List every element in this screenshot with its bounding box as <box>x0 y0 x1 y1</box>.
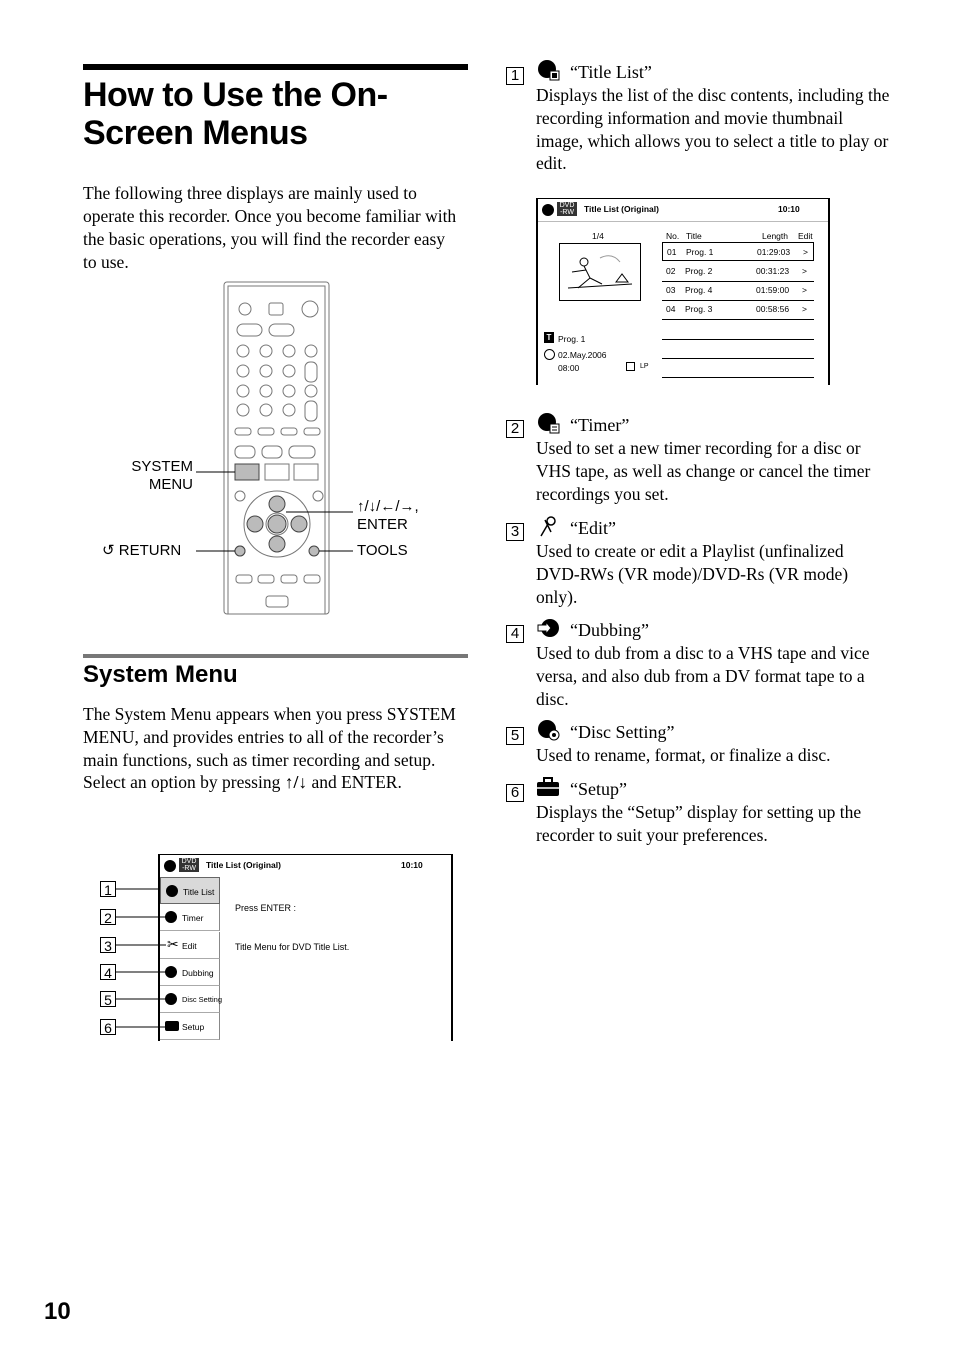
table-row[interactable] <box>662 281 814 301</box>
table-row[interactable] <box>662 300 814 320</box>
menu-label-setup: Setup <box>182 1022 205 1032</box>
desc2-arrows: ↑/↓ <box>284 772 308 793</box>
item-1-description: Displays the list of the disc contents, including the recording information and movie thumbnail image, which allows you to select a title to play or edit. <box>536 85 890 174</box>
press-enter-text: Press ENTER : <box>235 903 297 913</box>
disc-icon <box>542 204 554 216</box>
info-time: 08:00 <box>558 363 580 373</box>
disc-setting-icon <box>165 993 177 1005</box>
system-menu-description <box>83 703 468 794</box>
row-length: 00:58:56 <box>756 304 790 314</box>
desc2-part-b: and ENTER. <box>307 772 402 793</box>
item-1-heading <box>506 59 652 86</box>
item-5-name: “Disc Setting” <box>570 722 675 742</box>
return-label-text: RETURN <box>118 542 182 559</box>
row-title: Prog. 3 <box>685 304 713 314</box>
menu-label-disc-setting: Disc Setting <box>182 995 223 1004</box>
title-list-icon <box>166 885 178 897</box>
desc2-part-a: Select an option by pressing <box>83 772 285 793</box>
arrows-enter-label <box>357 498 419 534</box>
info-title: Prog. 1 <box>558 334 586 344</box>
header-divider <box>538 221 828 222</box>
dubbing-icon <box>165 966 177 978</box>
lock-icon <box>626 362 635 371</box>
empty-row-line <box>662 339 814 340</box>
title-list-icon <box>536 59 560 86</box>
screen-header: Title List (Original) <box>584 204 659 214</box>
title-rule <box>83 64 468 70</box>
item-1-name: “Title List” <box>570 62 652 82</box>
dvd-label: DVD <box>181 858 197 865</box>
remote-control-drawing <box>100 280 460 620</box>
section-rule <box>83 654 468 658</box>
item-3-name: “Edit” <box>570 518 616 538</box>
row-edit-arrow[interactable]: > <box>802 285 807 295</box>
col-no: No. <box>666 231 680 241</box>
page-number: 10 <box>44 1298 71 1325</box>
col-edit: Edit <box>798 231 813 241</box>
row-no: 02 <box>666 266 676 276</box>
row-no: 03 <box>666 285 676 295</box>
item-4-heading <box>506 617 649 644</box>
col-length: Length <box>762 231 788 241</box>
menu-item-edit[interactable] <box>160 932 220 959</box>
item-6-heading <box>506 776 627 803</box>
hint-text: Title Menu for DVD Title List. <box>235 942 350 952</box>
remote-illustration <box>100 280 460 620</box>
enter-label: ENTER <box>357 516 408 533</box>
item-5-description: Used to rename, format, or finalize a disc. <box>536 745 831 765</box>
system-menu-label-line1: SYSTEM <box>131 458 193 475</box>
table-row[interactable] <box>662 262 814 282</box>
item-5-number: 5 <box>506 727 524 745</box>
clock-icon <box>544 349 555 360</box>
row-no: 04 <box>666 304 676 314</box>
callout-3: 3 <box>100 937 116 953</box>
col-title: Title <box>686 231 702 241</box>
empty-row-line <box>662 377 814 378</box>
system-menu-screen <box>158 854 453 1041</box>
row-title: Prog. 1 <box>686 247 714 257</box>
callout-1: 1 <box>100 881 116 897</box>
dubbing-icon <box>536 617 560 644</box>
callout-5: 5 <box>100 991 116 1007</box>
empty-row-line <box>662 358 814 359</box>
row-edit-arrow[interactable]: > <box>802 266 807 276</box>
item-3-heading <box>506 515 616 542</box>
screen-header: Title List (Original) <box>206 860 281 870</box>
table-row[interactable] <box>662 242 814 261</box>
item-1-number: 1 <box>506 67 524 85</box>
return-icon: ↺ <box>102 542 115 559</box>
item-5-heading <box>506 719 674 746</box>
menu-item-timer[interactable] <box>160 904 220 931</box>
row-edit-arrow[interactable]: > <box>803 247 808 257</box>
system-menu-label-line2: MENU <box>148 476 193 493</box>
menu-item-setup[interactable] <box>160 1013 220 1040</box>
info-mode: LP <box>640 363 649 370</box>
screen-time: 10:10 <box>778 204 800 214</box>
item-2-number: 2 <box>506 420 524 438</box>
dvd-label: DVD <box>559 202 575 209</box>
callout-4: 4 <box>100 964 116 980</box>
item-6-description: Displays the “Setup” display for setting up the recorder to suit your preferences. <box>536 802 862 845</box>
info-date: 02.May.2006 <box>558 350 607 360</box>
row-length: 01:59:00 <box>756 285 790 295</box>
callout-2: 2 <box>100 909 116 925</box>
system-menu-desc-2 <box>83 771 468 794</box>
dvd-rw-badge <box>179 858 199 872</box>
row-length: 00:31:23 <box>756 266 790 276</box>
edit-icon: ✂ <box>167 936 179 952</box>
item-2-description: Used to set a new timer recording for a disc or VHS tape, as well as change or cancel the timer recordings you set. <box>536 438 871 504</box>
setup-icon <box>536 776 560 803</box>
row-edit-arrow[interactable]: > <box>802 304 807 314</box>
title-list-screen <box>536 198 830 385</box>
page-title: How to Use the On-Screen Menus <box>83 76 388 152</box>
page-indicator: 1/4 <box>592 231 604 241</box>
menu-item-disc-setting[interactable] <box>160 986 223 1013</box>
rw-label: -RW <box>182 865 196 872</box>
row-title: Prog. 2 <box>685 266 713 276</box>
item-4-name: “Dubbing” <box>570 620 649 640</box>
return-label <box>102 542 181 560</box>
row-title: Prog. 4 <box>685 285 713 295</box>
dvd-rw-badge <box>557 202 577 216</box>
setup-icon <box>165 1021 179 1031</box>
edit-icon <box>536 515 560 542</box>
intro-paragraph: The following three displays are mainly used to operate this recorder. Once you become familiar with the basic operations, you will find the recorder easy to use. <box>83 183 457 272</box>
timer-icon <box>165 911 177 923</box>
tools-label: TOOLS <box>357 542 408 559</box>
disc-setting-icon <box>536 719 560 746</box>
thumbnail-image <box>560 244 640 300</box>
rw-label: -RW <box>560 209 574 216</box>
callout-6: 6 <box>100 1019 116 1035</box>
item-3-description: Used to create or edit a Playlist (unfinalized DVD-RWs (VR mode)/DVD-Rs (VR mode) only). <box>536 541 849 607</box>
item-2-heading <box>506 412 629 439</box>
item-4-description: Used to dub from a disc to a VHS tape and vice versa, and also dub from a DV format tape to a disc. <box>536 643 870 709</box>
system-menu-button-drawing <box>235 464 259 480</box>
item-4-number: 4 <box>506 625 524 643</box>
item-6-number: 6 <box>506 784 524 802</box>
item-3-number: 3 <box>506 523 524 541</box>
menu-item-title-list[interactable] <box>160 877 220 904</box>
timer-icon <box>536 412 560 439</box>
system-menu-label <box>128 458 193 494</box>
system-menu-desc-1: The System Menu appears when you press SYSTEM MENU, and provides entries to all of the recorder’s main functions, such as timer recording and setup. <box>83 704 456 770</box>
row-length: 01:29:03 <box>757 247 791 257</box>
disc-icon <box>164 860 176 872</box>
menu-label-edit: Edit <box>182 941 197 951</box>
row-no: 01 <box>667 247 677 257</box>
item-2-name: “Timer” <box>570 415 630 435</box>
menu-label-timer: Timer <box>182 913 204 923</box>
menu-label-title-list: Title List <box>183 887 215 897</box>
title-icon: T <box>544 332 554 343</box>
item-6-name: “Setup” <box>570 779 627 799</box>
screen-time: 10:10 <box>401 860 423 870</box>
thumbnail[interactable] <box>559 243 641 301</box>
menu-item-dubbing[interactable] <box>160 959 220 986</box>
menu-label-dubbing: Dubbing <box>182 968 214 978</box>
arrows-label: ↑/↓/←/→, <box>357 498 419 515</box>
section-title: System Menu <box>83 661 238 688</box>
